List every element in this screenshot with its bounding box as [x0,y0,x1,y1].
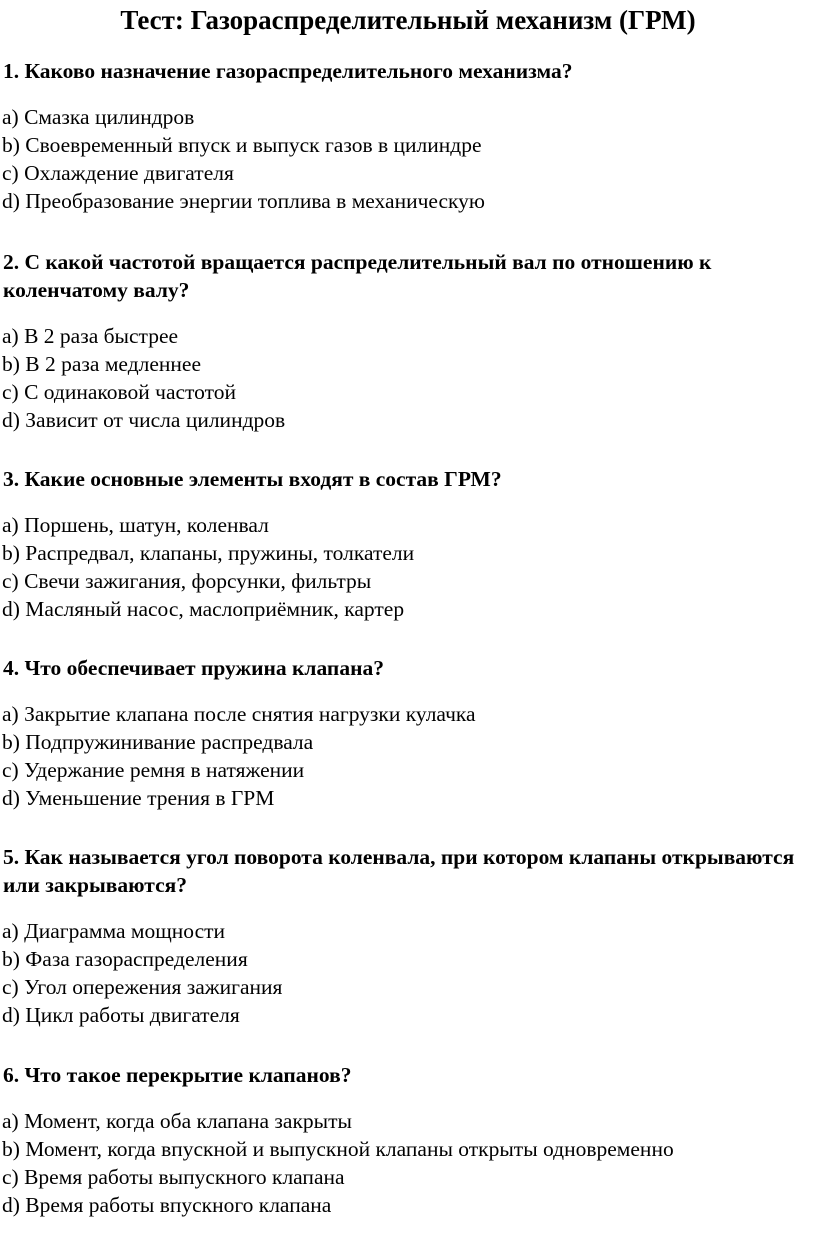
answer-option-a: a) В 2 раза быстрее [2,324,179,348]
question-5 [0,843,816,1029]
answer-option-b: b) Подпружинивание распредвала [2,730,314,754]
answer-option-b: b) Распредвал, клапаны, пружины, толкатели [2,541,415,565]
answer-options [0,511,816,623]
answer-options [0,917,816,1029]
answer-option-b: b) Своевременный впуск и выпуск газов в цилиндре [2,133,482,157]
answer-option-c: c) Удержание ремня в натяжении [2,758,305,782]
question-text: 2. С какой частотой вращается распределительный вал по отношению к коленчатому валу? [3,250,712,302]
question-text: 1. Каково назначение газораспределительного механизма? [3,59,573,83]
answer-option-a: a) Смазка цилиндров [2,105,195,129]
answer-option-a: a) Поршень, шатун, коленвал [2,513,269,537]
answer-options [0,1107,816,1219]
answer-option-d: d) Масляный насос, маслоприёмник, картер [2,597,405,621]
answer-option-c: c) Охлаждение двигателя [2,161,234,185]
answer-options [0,322,816,434]
answer-options [0,700,816,812]
answer-option-c: c) Угол опережения зажигания [2,975,283,999]
question-6 [0,1061,816,1219]
question-1 [0,57,816,215]
test-title: Тест: Газораспределительный механизм (ГРМ) [120,5,696,35]
answer-option-d: d) Цикл работы двигателя [2,1003,240,1027]
answer-option-b: b) Фаза газораспределения [2,947,248,971]
answer-option-c: c) Свечи зажигания, форсунки, фильтры [2,569,372,593]
answer-option-c: c) С одинаковой частотой [2,380,237,404]
answer-option-d: d) Уменьшение трения в ГРМ [2,786,275,810]
answer-option-c: c) Время работы выпускного клапана [2,1165,345,1189]
answer-option-b: b) В 2 раза медленнее [2,352,202,376]
question-text: 6. Что такое перекрытие клапанов? [3,1063,352,1087]
answer-option-a: a) Диаграмма мощности [2,919,226,943]
question-text: 3. Какие основные элементы входят в состав ГРМ? [3,467,502,491]
question-text: 4. Что обеспечивает пружина клапана? [3,656,384,680]
answer-option-b: b) Момент, когда впускной и выпускной клапаны открыты одновременно [2,1137,674,1161]
question-2 [0,248,816,434]
answer-options [0,103,816,215]
answer-option-a: a) Закрытие клапана после снятия нагрузки кулачка [2,702,476,726]
answer-option-d: d) Преобразование энергии топлива в механическую [2,189,485,213]
question-4 [0,654,816,812]
answer-option-d: d) Время работы впускного клапана [2,1193,332,1217]
question-3 [0,465,816,623]
question-text: 5. Как называется угол поворота коленвала, при котором клапаны открываются или закрываются? [3,845,795,897]
answer-option-a: a) Момент, когда оба клапана закрыты [2,1109,352,1133]
answer-option-d: d) Зависит от числа цилиндров [2,408,286,432]
